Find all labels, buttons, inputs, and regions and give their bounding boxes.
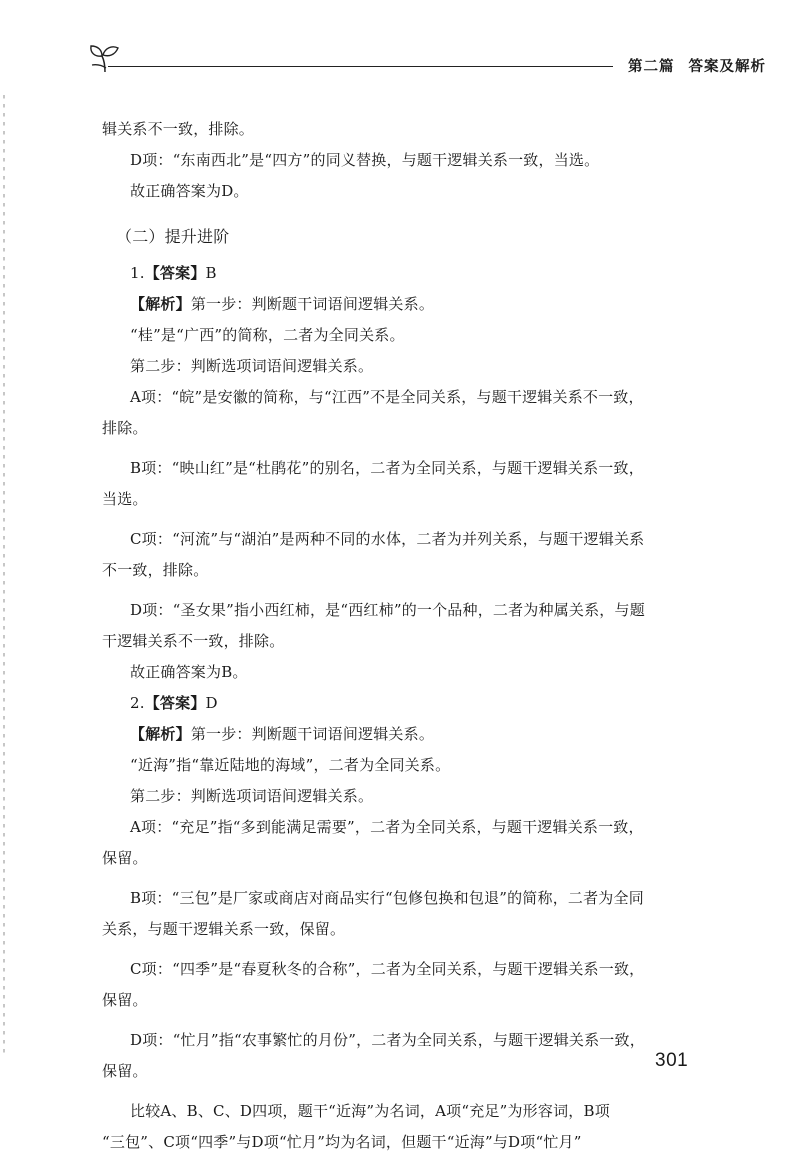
analysis-label: 【解析】 — [130, 295, 191, 313]
text-line: 当选。 — [102, 490, 148, 508]
text-line: D项：“圣女果”指小西红柿，是“西红柿”的一个品种，二者为种属关系，与题 — [130, 601, 645, 619]
text-line: “三包”、C项“四季”与D项“忙月”均为名词，但题干“近海”与D项“忙月” — [102, 1133, 582, 1151]
text-line: 干逻辑关系不一致，排除。 — [102, 632, 285, 650]
text-line: “桂”是“广西”的简称，二者为全同关系。 — [130, 326, 405, 344]
answer-value: B — [205, 264, 217, 282]
text-line: 保留。 — [102, 991, 148, 1009]
text-line: 比较A、B、C、D四项，题干“近海”为名词，A项“充足”为形容词，B项 — [130, 1102, 610, 1120]
question-2-answer — [102, 688, 692, 719]
text-line: 故正确答案为D。 — [130, 182, 249, 200]
text-line: 保留。 — [102, 1062, 148, 1080]
text-line: 辑关系不一致，排除。 — [102, 120, 255, 138]
text-line: 第二步：判断选项词语间逻辑关系。 — [130, 787, 374, 805]
page-number: 301 — [655, 1050, 689, 1071]
section-heading: （二）提升进阶 — [116, 227, 230, 246]
answer-label: 【答案】 — [144, 694, 206, 712]
header-section-title: 答案及解析 — [688, 59, 766, 75]
header-title — [628, 55, 766, 76]
text-line: 第一步：判断题干词语间逻辑关系。 — [190, 725, 435, 743]
text-line: A项：“充足”指“多到能满足需要”，二者为全同关系，与题干逻辑关系一致， — [130, 818, 644, 836]
answer-value: D — [205, 694, 218, 712]
header-rule — [108, 66, 613, 67]
text-line: 故正确答案为B。 — [130, 663, 248, 681]
analysis-label: 【解析】 — [130, 725, 191, 743]
text-line: 关系，与题干逻辑关系一致，保留。 — [102, 920, 346, 938]
text-line: A项：“皖”是安徽的简称，与“江西”不是全同关系，与题干逻辑关系不一致， — [130, 388, 644, 406]
text-line: 第一步：判断题干词语间逻辑关系。 — [190, 295, 435, 313]
question-1-analysis — [102, 289, 692, 320]
sprout-icon — [88, 38, 122, 74]
text-line: 排除。 — [102, 419, 148, 437]
text-line: B项：“三包”是厂家或商店对商品实行“包修包换和包退”的简称，二者为全同 — [130, 889, 644, 907]
question-number: 1. — [130, 264, 145, 282]
text-line: 第二步：判断选项词语间逻辑关系。 — [130, 357, 374, 375]
text-line: D项：“东南西北”是“四方”的同义替换，与题干逻辑关系一致，当选。 — [130, 151, 600, 169]
text-line: C项：“河流”与“湖泊”是两种不同的水体，二者为并列关系，与题干逻辑关系 — [130, 530, 645, 548]
question-1-answer — [102, 258, 692, 289]
text-line: 保留。 — [102, 849, 148, 867]
answer-label: 【答案】 — [144, 264, 206, 282]
text-line: 不一致，排除。 — [102, 561, 209, 579]
page-body — [102, 114, 692, 1158]
question-number: 2. — [130, 694, 145, 712]
text-line: “近海”指“靠近陆地的海域”，二者为全同关系。 — [130, 756, 451, 774]
scan-edge-dots — [3, 95, 5, 1055]
page-header — [88, 38, 766, 78]
text-line: B项：“映山红”是“杜鹃花”的别名，二者为全同关系，与题干逻辑关系一致， — [130, 459, 644, 477]
question-2-analysis — [102, 719, 692, 750]
header-part: 第二篇 — [628, 59, 675, 75]
text-line: D项：“忙月”指“农事繁忙的月份”，二者为全同关系，与题干逻辑关系一致， — [130, 1031, 645, 1049]
text-line: C项：“四季”是“春夏秋冬的合称”，二者为全同关系，与题干逻辑关系一致， — [130, 960, 645, 978]
